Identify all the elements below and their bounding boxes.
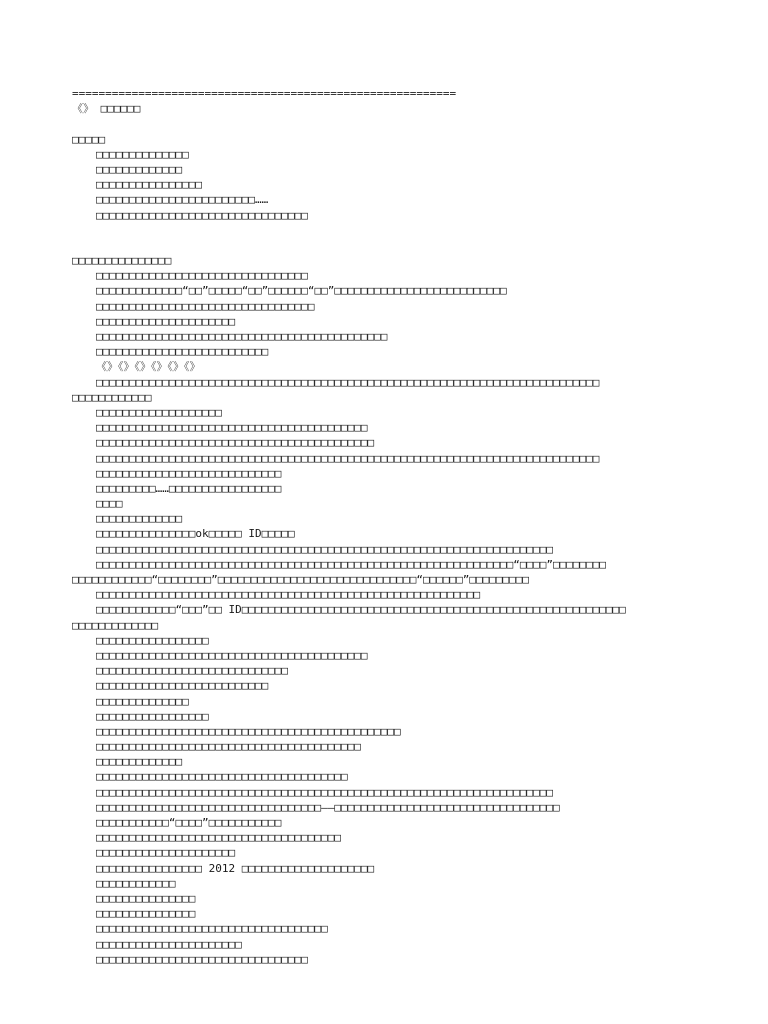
text-line: □□□□□□□□□□□□□□□□ 2012 □□□□□□□□□□□□□□□□□□□□ (96, 861, 375, 875)
text-line: □□□□□□□□□□□□□“□□”□□□□□“□□”□□□□□□“□□”□□□□□□□□□□□□□□□□□□□□□□□□□□ (96, 284, 507, 298)
text-line: □□□□□□□□□□□□□□□□□□□□□□□□□□□□□□□□□□□□□□□□□□□□□□□□□□□□□□□□□□□□□□□□□□□□□ (96, 542, 553, 556)
text-line: □□□□□□□□□□□□□□□□□□□ (96, 405, 222, 419)
text-line: □□□□□□□□□□□□□□□□□□□□□□ (96, 937, 242, 951)
text-line: □□□□□□□□□□□□“□□□□□□□□”□□□□□□□□□□□□□□□□□□□□□□□□□□□□□□“□□□□□□”□□□□□□□□□ (72, 573, 529, 587)
text-line: □□□□□□□□□……□□□□□□□□□□□□□□□□□ (96, 481, 282, 495)
text-line: □□□□□□□□□□□□□□□□□□□□□□□□□□□□□□□□□□□□□□□□□ (96, 648, 368, 662)
text-line: □□□□□□□□□□□□□□□□□□□□□□□□□□□□ (96, 466, 282, 480)
text-line: □□□□□□□□□□□“□□□□”□□□□□□□□□□□ (96, 816, 282, 830)
text-line: □□□□□□□□□□□□□□□□□□□□□ (96, 846, 236, 860)
text-line: □□□□□□□□□□□□□□□□□□□□□□□□□□□□□□□□□□□□□□□□ (96, 740, 361, 754)
text-line: □□□□□□□□□□□□□□□□□□□□□□□□□□□□□□□□ (96, 269, 308, 283)
text-line: □□□□□□□□□□□□□□□□□□□□□□□□…… (96, 193, 269, 207)
text-line: □□□□□□□□□□□□□□□□□□□□□□□□□□□□□□□□□□□□□ (96, 831, 342, 845)
text-line: □□□□□□□□□□□□□□□□□□□□□ (96, 314, 236, 328)
text-line: □□□□□□□□□□□□□□□□□□□□□□□□□□□□□□□□□□□□□□□□□□□□□□□□□□□□□□□□□□□□□□□□□□□□□□□□□□□□ (96, 451, 600, 465)
text-line: □□□□□□□□□□□□□□□□□□□□□□□□□□□□□□□□□□□□□□□□□□□□□□□□□□□□□□□□□□ (96, 588, 481, 602)
text-line: □□□□□□□□□□□□□□□ (72, 254, 172, 268)
text-line: □□□□□□□□□□□□□□□□□□□□□□□□□□□□□□□□ (96, 952, 308, 966)
text-line: □□□□□□□□□□□□□□□□□□□□□□□□□□□□□□□□□□□□□□ (96, 770, 348, 784)
text-line: □□□□□□□□□□□□□□□□□□□□□□□□□□ (96, 679, 269, 693)
text-line: □□□□□□□□□□□□□□□□□□□□□□□□□□□□□□□□□ (96, 299, 315, 313)
text-line: □□□□□□□□□□□□□□□□□ (96, 633, 209, 647)
text-line: □□□□□□□□□□□□□□□□□□□□□□□□□□□□□□□□□□□ (96, 922, 328, 936)
blank-line (72, 116, 708, 131)
text-line: □□□□□□□□□□□□□□□□□□□□□□□□□□□□□□□□□□——□□□□□□□□□□□□□□□□□□□□□□□□□□□□□□□□□□ (96, 800, 560, 814)
text-line: □□□□□□□□□□□□□□□□□□□□□□□□□□□□□ (96, 664, 289, 678)
text-line: □□□□□□□□□□□□□□□ok□□□□□ ID□□□□□ (96, 527, 295, 541)
text-line: □□□□□□□□□□□□ (72, 390, 152, 404)
text-line: □□□□□□□□□□□□□□ (96, 694, 189, 708)
text-line: □□□□□□□□□□□□□□□□□□□□□□□□□□□□□□□□□□□□□□□□□□□□□□□□□□□□□□□□□□□□□□□□□□□□□□□□□□□□ (96, 375, 600, 389)
text-line: □□□□□□□□□□□□□□□□□□□□□□□□□□□□□□□□□□□□□□□□□□ (96, 436, 375, 450)
text-line: □□□□□□□□□□□□□□ (96, 147, 189, 161)
text-line: □□□□□□□□□□□□□ (96, 162, 183, 176)
text-line: □□□□□□□□□□□□□□□□□□□□□□□□□□□□□□□□□□□□□□□□□□□□□□□□□□□□□□□□□□□□□□□□□□□□□ (96, 785, 553, 799)
text-line: □□□□□□□□□□□□□ (96, 755, 183, 769)
text-line: □□□□□□□□□□□□□□□ (96, 891, 196, 905)
text-line: □□□□□□□□□□□□□□□□ (96, 178, 202, 192)
text-line: □□□□□□□□□□□□□□□□□□□□□□□□□□□□□□□□□□□□□□□□□□□□□□□□□□□□□□□□□□□□□□□“□□□□”□□□□□□□□ (96, 557, 606, 571)
text-line: □□□□□□□□□□□□□□□□□□□□□□□□□□□□□□□□□□□□□□□□□□□□□□ (96, 724, 401, 738)
text-line: □□□□ (96, 497, 123, 511)
text-line: □□□□□ (72, 132, 106, 146)
text-line: □□□□□□□□□□□□□□□□□□□□□□□□□□□□□□□□□□□□□□□□□□□□ (96, 330, 388, 344)
text-line: □□□□□□□□□□□□□□□ (96, 907, 196, 921)
blank-line (72, 223, 708, 253)
text-line: □□□□□□□□□□□□□□□□□□□□□□□□□□□□□□□□□□□□□□□□□ (96, 421, 368, 435)
text-line: □□□□□□□□□□□□□ (96, 512, 183, 526)
text-line: ========================================================== (72, 87, 457, 100)
text-line: □□□□□□□□□□□□□□□□□□□□□□□□□□□□□□□□ (96, 208, 308, 222)
text-line: □□□□□□□□□□□□ (96, 876, 176, 890)
text-line: 《》 □□□□□□ (72, 102, 141, 116)
text-line: □□□□□□□□□□□□□ (72, 618, 159, 632)
text-line: □□□□□□□□□□□□“□□□”□□ ID□□□□□□□□□□□□□□□□□□□□□□□□□□□□□□□□□□□□□□□□□□□□□□□□□□□□□□□□□□ (96, 603, 626, 617)
text-line: □□□□□□□□□□□□□□□□□□□□□□□□□□ (96, 345, 269, 359)
text-line: 《》《》《》《》《》《》 (96, 360, 201, 374)
text-line: □□□□□□□□□□□□□□□□□ (96, 709, 209, 723)
